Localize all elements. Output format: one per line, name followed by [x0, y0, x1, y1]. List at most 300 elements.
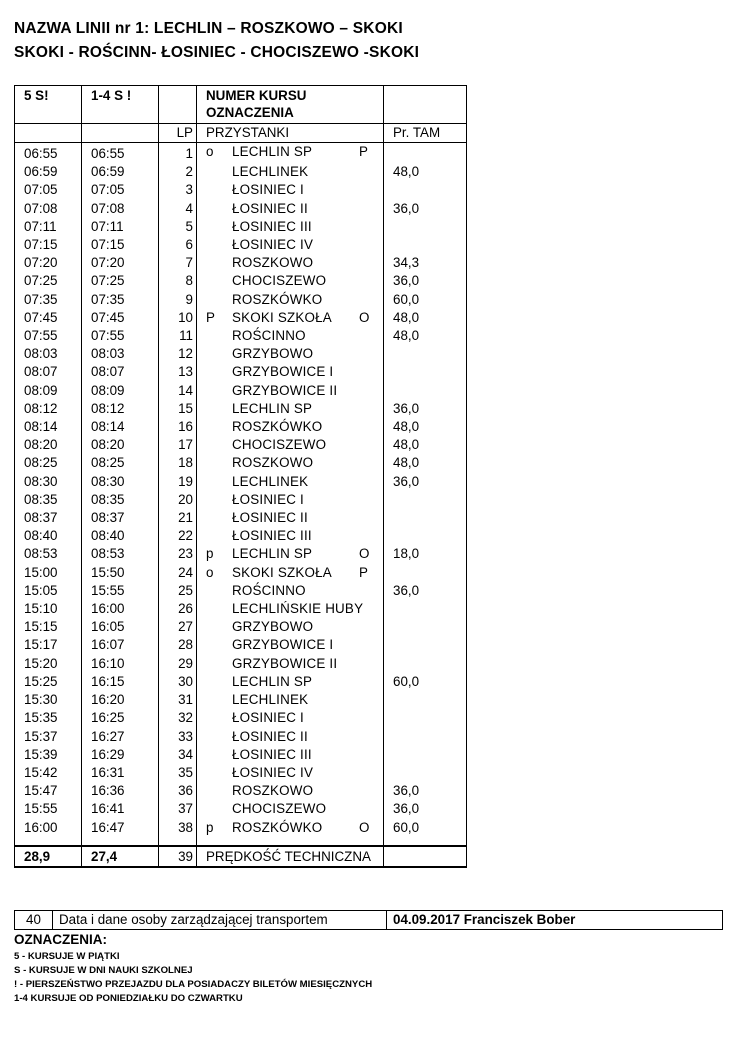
stop-name: GRZYBOWICE II [232, 382, 338, 398]
stop-cell [197, 418, 384, 436]
stop-number: 8 [159, 272, 197, 290]
distance [384, 655, 467, 673]
stop-name: GRZYBOWICE I [232, 637, 334, 653]
time-mon-thu: 16:27 [82, 728, 159, 746]
time-friday: 15:20 [15, 655, 82, 673]
stop-number: 34 [159, 746, 197, 764]
table-row [15, 200, 467, 218]
table-row [15, 400, 467, 418]
table-row [15, 746, 467, 764]
table-row [15, 709, 467, 727]
table-row [15, 309, 467, 327]
distance: 36,0 [384, 473, 467, 491]
table-row [15, 728, 467, 746]
route-title: SKOKI - ROŚCINN- ŁOSINIEC - CHOCISZEWO -SKOKI [14, 44, 420, 61]
time-friday: 07:08 [15, 200, 82, 218]
table-row [15, 473, 467, 491]
time-friday: 15:30 [15, 691, 82, 709]
table-row [15, 345, 467, 363]
stop-number: 16 [159, 418, 197, 436]
table-row [15, 509, 467, 527]
table-row [15, 491, 467, 509]
stop-number: 24 [159, 564, 197, 582]
time-friday: 15:37 [15, 728, 82, 746]
time-mon-thu: 07:08 [82, 200, 159, 218]
time-friday: 08:30 [15, 473, 82, 491]
time-mon-thu: 16:47 [82, 819, 159, 837]
marker-left: P [206, 309, 215, 325]
stop-name: ŁOSINIEC II [232, 200, 308, 216]
time-mon-thu: 16:29 [82, 746, 159, 764]
table-row [15, 382, 467, 400]
table-row [15, 218, 467, 236]
time-mon-thu: 07:15 [82, 236, 159, 254]
signature-table [14, 910, 723, 930]
stop-cell [197, 582, 384, 600]
marker-right: O [359, 309, 370, 325]
marker-left: p [206, 546, 214, 562]
table-row [15, 691, 467, 709]
stop-cell [197, 636, 384, 654]
stop-number: 25 [159, 582, 197, 600]
table-row [15, 181, 467, 199]
time-friday: 06:59 [15, 163, 82, 181]
distance: 36,0 [384, 582, 467, 600]
legend-item: 5 - KURSUJE W PIĄTKI [14, 951, 120, 962]
stop-number: 7 [159, 254, 197, 272]
table-row [15, 618, 467, 636]
stop-name: ROSZKÓWKO [232, 419, 323, 435]
time-mon-thu: 07:20 [82, 254, 159, 272]
stop-cell [197, 673, 384, 691]
stop-number: 23 [159, 545, 197, 563]
distance [384, 691, 467, 709]
stop-cell [197, 236, 384, 254]
stop-cell [197, 254, 384, 272]
marker-right: O [359, 819, 370, 835]
time-friday: 07:25 [15, 272, 82, 290]
stop-number: 14 [159, 382, 197, 400]
time-friday: 07:15 [15, 236, 82, 254]
distance-header: Pr. TAM [384, 124, 467, 143]
stop-number: 35 [159, 764, 197, 782]
time-mon-thu: 16:00 [82, 600, 159, 618]
stop-cell [197, 819, 384, 837]
distance [384, 236, 467, 254]
stop-name: ŁOSINIEC IV [232, 237, 314, 253]
distance [384, 143, 467, 164]
table-row [15, 800, 467, 818]
time-mon-thu: 07:11 [82, 218, 159, 236]
distance [384, 491, 467, 509]
stop-number: 9 [159, 291, 197, 309]
timetable [14, 85, 467, 868]
time-mon-thu: 06:55 [82, 143, 159, 164]
table-row [15, 291, 467, 309]
distance [384, 509, 467, 527]
stop-number: 1 [159, 143, 197, 164]
distance [384, 600, 467, 618]
stop-name: ŁOSINIEC I [232, 491, 304, 507]
time-mon-thu: 07:25 [82, 272, 159, 290]
stop-number: 32 [159, 709, 197, 727]
time-mon-thu: 08:25 [82, 454, 159, 472]
marker-right: O [359, 546, 370, 562]
stop-name: LECHLINEK [232, 473, 309, 489]
table-row [15, 163, 467, 181]
time-mon-thu: 16:07 [82, 636, 159, 654]
time-mon-thu: 07:05 [82, 181, 159, 199]
time-mon-thu: 08:12 [82, 400, 159, 418]
markings-label: OZNACZENIA [206, 105, 294, 120]
stop-name: ŁOSINIEC I [232, 710, 304, 726]
stop-cell [197, 272, 384, 290]
speed-label: PRĘDKOŚĆ TECHNICZNA [197, 846, 384, 867]
stop-cell [197, 728, 384, 746]
distance: 48,0 [384, 163, 467, 181]
stop-number: 31 [159, 691, 197, 709]
stop-cell [197, 527, 384, 545]
distance: 48,0 [384, 327, 467, 345]
stop-cell [197, 181, 384, 199]
table-row [15, 782, 467, 800]
time-friday: 08:35 [15, 491, 82, 509]
marker-right: P [359, 564, 368, 580]
distance [384, 218, 467, 236]
stop-name: LECHLIŃSKIE HUBY [232, 601, 364, 617]
time-mon-thu: 08:40 [82, 527, 159, 545]
header-row [15, 86, 467, 124]
time-friday: 08:53 [15, 545, 82, 563]
time-mon-thu: 15:50 [82, 564, 159, 582]
time-mon-thu: 08:03 [82, 345, 159, 363]
table-row [15, 327, 467, 345]
stop-cell [197, 691, 384, 709]
stop-number: 13 [159, 363, 197, 381]
stop-cell [197, 400, 384, 418]
stop-name: LECHLINEK [232, 164, 309, 180]
stop-number: 6 [159, 236, 197, 254]
stop-number: 2 [159, 163, 197, 181]
stop-number: 29 [159, 655, 197, 673]
time-friday: 15:42 [15, 764, 82, 782]
distance: 60,0 [384, 291, 467, 309]
stop-number: 28 [159, 636, 197, 654]
stop-number: 38 [159, 819, 197, 837]
distance: 36,0 [384, 200, 467, 218]
distance: 48,0 [384, 309, 467, 327]
time-mon-thu: 08:53 [82, 545, 159, 563]
time-friday: 15:00 [15, 564, 82, 582]
course-number-header [197, 86, 384, 124]
stop-number: 17 [159, 436, 197, 454]
stop-name: CHOCISZEWO [232, 437, 327, 453]
stop-cell [197, 709, 384, 727]
time-mon-thu: 16:36 [82, 782, 159, 800]
table-row [15, 527, 467, 545]
distance: 60,0 [384, 819, 467, 837]
time-friday: 08:03 [15, 345, 82, 363]
stop-name: SKOKI SZKOŁA [232, 564, 332, 580]
time-friday: 15:55 [15, 800, 82, 818]
stop-cell [197, 200, 384, 218]
stop-name: ROSZKÓWKO [232, 291, 323, 307]
time-mon-thu: 16:31 [82, 764, 159, 782]
stop-cell [197, 800, 384, 818]
stop-cell [197, 746, 384, 764]
distance: 36,0 [384, 400, 467, 418]
distance [384, 382, 467, 400]
time-mon-thu: 15:55 [82, 582, 159, 600]
time-friday: 15:39 [15, 746, 82, 764]
marker-left: o [206, 144, 214, 159]
line-title: NAZWA LINII nr 1: LECHLIN – ROSZKOWO – SKOKI [14, 20, 403, 37]
stop-cell [197, 218, 384, 236]
table-row [15, 454, 467, 472]
table-row [15, 655, 467, 673]
time-mon-thu: 16:41 [82, 800, 159, 818]
stop-number: 33 [159, 728, 197, 746]
time-friday: 08:12 [15, 400, 82, 418]
distance [384, 363, 467, 381]
time-mon-thu: 16:15 [82, 673, 159, 691]
distance [384, 636, 467, 654]
stop-cell [197, 564, 384, 582]
table-row [15, 545, 467, 563]
distance: 34,3 [384, 254, 467, 272]
stop-cell [197, 382, 384, 400]
time-mon-thu: 16:25 [82, 709, 159, 727]
stop-number: 26 [159, 600, 197, 618]
table-row [15, 819, 467, 837]
stop-number: 37 [159, 800, 197, 818]
time-mon-thu: 08:09 [82, 382, 159, 400]
speed-friday: 28,9 [15, 846, 82, 867]
time-friday: 07:55 [15, 327, 82, 345]
stop-name: LECHLIN SP [232, 546, 313, 562]
distance [384, 746, 467, 764]
stop-name: ROŚCINNO [232, 328, 306, 344]
time-friday: 07:35 [15, 291, 82, 309]
table-row [15, 254, 467, 272]
legend-item: 1-4 KURSUJE OD PONIEDZIAŁKU DO CZWARTKU [14, 993, 243, 1004]
legend-item: ! - PIERSZEŃSTWO PRZEJAZDU DLA POSIADACZY BILETÓW MIESIĘCZNYCH [14, 979, 373, 990]
stop-number: 3 [159, 181, 197, 199]
stop-name: ŁOSINIEC IV [232, 764, 314, 780]
stop-cell [197, 363, 384, 381]
signature-label: Data i dane osoby zarządzającej transportem [53, 911, 387, 930]
stop-name: LECHLINEK [232, 692, 309, 708]
stop-name: GRZYBOWICE I [232, 364, 334, 380]
stop-name: ŁOSINIEC II [232, 728, 308, 744]
stop-name: LECHLIN SP [232, 673, 313, 689]
marker-left: o [206, 564, 214, 580]
stop-number: 10 [159, 309, 197, 327]
time-friday: 06:55 [15, 143, 82, 164]
time-friday: 08:14 [15, 418, 82, 436]
time-mon-thu: 16:20 [82, 691, 159, 709]
stop-name: SKOKI SZKOŁA [232, 309, 332, 325]
stop-name: CHOCISZEWO [232, 801, 327, 817]
stop-number: 18 [159, 454, 197, 472]
time-friday: 08:40 [15, 527, 82, 545]
signature-value: 04.09.2017 Franciszek Bober [387, 911, 723, 930]
stop-name: ROŚCINNO [232, 582, 306, 598]
time-friday: 07:45 [15, 309, 82, 327]
speed-lp: 39 [159, 846, 197, 867]
stop-name: ROSZKOWO [232, 255, 314, 271]
stop-cell [197, 545, 384, 563]
time-mon-thu: 08:07 [82, 363, 159, 381]
stop-cell [197, 163, 384, 181]
stop-number: 36 [159, 782, 197, 800]
stop-name: ŁOSINIEC III [232, 746, 312, 762]
time-friday: 08:07 [15, 363, 82, 381]
table-row [15, 600, 467, 618]
stop-number: 4 [159, 200, 197, 218]
course-number-label: NUMER KURSU [206, 88, 307, 103]
stop-name: ROSZKOWO [232, 455, 314, 471]
distance [384, 709, 467, 727]
signature-number: 40 [15, 911, 53, 930]
stop-cell [197, 509, 384, 527]
time-mon-thu: 07:55 [82, 327, 159, 345]
table-row [15, 673, 467, 691]
time-friday: 16:00 [15, 819, 82, 837]
table-row [15, 436, 467, 454]
time-mon-thu: 06:59 [82, 163, 159, 181]
stop-name: ŁOSINIEC III [232, 218, 312, 234]
table-row [15, 418, 467, 436]
stop-number: 30 [159, 673, 197, 691]
time-mon-thu: 08:35 [82, 491, 159, 509]
distance: 36,0 [384, 782, 467, 800]
table-row [15, 764, 467, 782]
time-friday: 08:37 [15, 509, 82, 527]
technical-speed-row [15, 846, 467, 867]
stop-name: ROSZKÓWKO [232, 819, 323, 835]
stop-name: LECHLIN SP [232, 144, 313, 159]
stops-header: PRZYSTANKI [197, 124, 384, 143]
stop-cell [197, 327, 384, 345]
time-friday: 15:05 [15, 582, 82, 600]
lp-header: LP [159, 124, 197, 143]
distance: 36,0 [384, 800, 467, 818]
speed-mon-thu: 27,4 [82, 846, 159, 867]
distance: 36,0 [384, 272, 467, 290]
table-row [15, 363, 467, 381]
stop-name: ROSZKOWO [232, 783, 314, 799]
distance: 60,0 [384, 673, 467, 691]
table-row [15, 236, 467, 254]
table-row [15, 143, 467, 164]
distance [384, 181, 467, 199]
col-mon-thu-header: 1-4 S ! [82, 86, 159, 124]
time-mon-thu: 08:14 [82, 418, 159, 436]
time-friday: 08:25 [15, 454, 82, 472]
stop-name: GRZYBOWICE II [232, 655, 338, 671]
stop-number: 21 [159, 509, 197, 527]
stop-number: 27 [159, 618, 197, 636]
table-row [15, 564, 467, 582]
legend-item: S - KURSUJE W DNI NAUKI SZKOLNEJ [14, 965, 193, 976]
stop-number: 19 [159, 473, 197, 491]
stop-number: 12 [159, 345, 197, 363]
time-friday: 07:05 [15, 181, 82, 199]
time-mon-thu: 08:20 [82, 436, 159, 454]
marker-left: p [206, 819, 214, 835]
stop-number: 5 [159, 218, 197, 236]
stop-number: 20 [159, 491, 197, 509]
time-friday: 15:25 [15, 673, 82, 691]
stop-cell [197, 454, 384, 472]
stop-cell [197, 491, 384, 509]
stop-cell [197, 436, 384, 454]
distance [384, 564, 467, 582]
stop-number: 15 [159, 400, 197, 418]
time-mon-thu: 08:30 [82, 473, 159, 491]
time-mon-thu: 07:35 [82, 291, 159, 309]
stop-number: 11 [159, 327, 197, 345]
stop-cell [197, 345, 384, 363]
time-friday: 08:20 [15, 436, 82, 454]
time-mon-thu: 16:05 [82, 618, 159, 636]
distance: 48,0 [384, 418, 467, 436]
distance [384, 728, 467, 746]
stop-cell [197, 600, 384, 618]
distance: 48,0 [384, 454, 467, 472]
time-mon-thu: 07:45 [82, 309, 159, 327]
stop-name: ŁOSINIEC III [232, 528, 312, 544]
time-friday: 07:11 [15, 218, 82, 236]
stop-name: GRZYBOWO [232, 619, 314, 635]
stop-cell [197, 764, 384, 782]
time-friday: 15:35 [15, 709, 82, 727]
stop-name: LECHLIN SP [232, 400, 313, 416]
time-friday: 07:20 [15, 254, 82, 272]
stop-cell [197, 473, 384, 491]
distance [384, 345, 467, 363]
distance: 48,0 [384, 436, 467, 454]
table-row [15, 582, 467, 600]
table-row [15, 272, 467, 290]
distance [384, 764, 467, 782]
time-mon-thu: 16:10 [82, 655, 159, 673]
distance [384, 527, 467, 545]
stop-number: 22 [159, 527, 197, 545]
stop-name: CHOCISZEWO [232, 273, 327, 289]
stop-cell [197, 143, 384, 164]
distance: 18,0 [384, 545, 467, 563]
stop-name: ŁOSINIEC I [232, 182, 304, 198]
stop-cell [197, 309, 384, 327]
col-friday-header: 5 S! [15, 86, 82, 124]
stop-cell [197, 618, 384, 636]
time-friday: 15:15 [15, 618, 82, 636]
time-friday: 15:17 [15, 636, 82, 654]
table-row [15, 636, 467, 654]
stop-name: GRZYBOWO [232, 346, 314, 362]
time-friday: 15:47 [15, 782, 82, 800]
stop-name: ŁOSINIEC II [232, 510, 308, 526]
stop-cell [197, 782, 384, 800]
time-mon-thu: 08:37 [82, 509, 159, 527]
marker-right: P [359, 144, 368, 159]
stop-cell [197, 655, 384, 673]
time-friday: 15:10 [15, 600, 82, 618]
legend-heading: OZNACZENIA: [14, 932, 107, 947]
time-friday: 08:09 [15, 382, 82, 400]
